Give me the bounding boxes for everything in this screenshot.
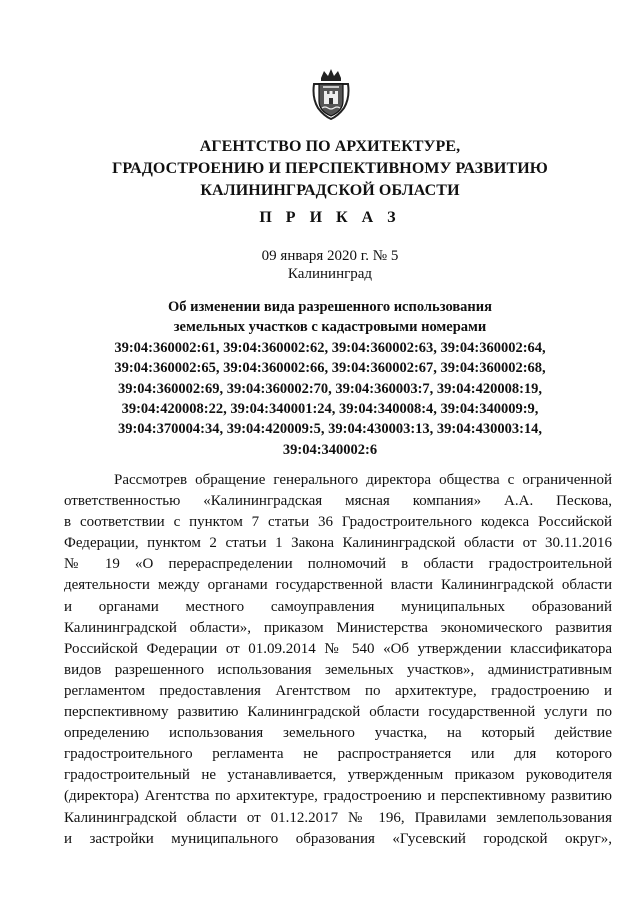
body-line: и застройки муниципального образования «Гусевский городской округ», xyxy=(64,830,612,847)
agency-line-2: ГРАДОСТРОЕНИЮ И ПЕРСПЕКТИВНОМУ РАЗВИТИЮ xyxy=(112,160,548,177)
document-type: П Р И К А З xyxy=(259,209,401,226)
body-line: градостроительного регламента не распространяется или для которого xyxy=(64,746,612,763)
body-line: Федерации, пунктом 2 статьи 1 Закона Калининградской области от 30.11.2016 xyxy=(64,535,612,552)
body-line: и органами местного самоуправления муниципальных образований xyxy=(64,598,612,615)
body-line: Российской Федерации от 01.09.2014 № 540 «Об утверждении классификатора xyxy=(64,640,612,657)
coat-of-arms-icon xyxy=(310,68,352,120)
subject-line: 39:04:360002:69, 39:04:360002:70, 39:04:360003:7, 39:04:420008:19, xyxy=(117,380,543,397)
body-line: Рассмотрев обращение генерального директора общества с ограниченной xyxy=(114,472,612,488)
agency-line-1: АГЕНТСТВО ПО АРХИТЕКТУРЕ, xyxy=(199,138,461,155)
body-paragraph xyxy=(64,470,612,850)
date-and-place xyxy=(60,247,600,283)
body-line: перспективному развитию Калининградской области государственной услуги по xyxy=(64,704,612,721)
body-line: (директора) Агентства по архитектуре, градостроению и перспективному развитию xyxy=(64,788,612,805)
agency-line-3: КАЛИНИНГРАДСКОЙ ОБЛАСТИ xyxy=(200,182,460,199)
subject-line: земельных участков с кадастровыми номерами xyxy=(173,319,487,336)
subject-line: 39:04:340002:6 xyxy=(282,441,378,458)
subject-line: 39:04:360002:61, 39:04:360002:62, 39:04:360002:63, 39:04:360002:64, xyxy=(114,339,546,356)
subject-line: 39:04:420008:22, 39:04:340001:24, 39:04:340008:4, 39:04:340009:9, xyxy=(121,401,539,418)
date-number: 09 января 2020 г. № 5 xyxy=(261,248,399,264)
agency-name xyxy=(60,136,600,202)
body-line: определению использования земельного участка, на который действие xyxy=(64,725,612,742)
subject-line: Об изменении вида разрешенного использования xyxy=(168,299,492,315)
body-line: градостроительный не устанавливается, утвержденным приказом руководителя xyxy=(64,767,612,784)
subject-line: 39:04:360002:65, 39:04:360002:66, 39:04:360002:67, 39:04:360002:68, xyxy=(114,360,546,377)
subject-line: 39:04:370004:34, 39:04:420009:5, 39:04:430003:13, 39:04:430003:14, xyxy=(117,421,543,438)
body-line: Калининградской области», приказом Министерства экономического развития xyxy=(64,619,612,636)
body-line: № 19 «О перераспределении полномочий в области градостроительной xyxy=(64,556,612,573)
order-subject xyxy=(60,297,600,460)
body-line: деятельности между органами государственной власти Калининградской области xyxy=(64,577,612,594)
city: Калининград xyxy=(287,266,373,282)
body-line: регламентом предоставления Агентством по архитектуре, градостроению и xyxy=(64,682,612,699)
body-line: ответственностью «Калининградская мясная компания» А.А. Пескова, xyxy=(64,493,612,510)
body-line: видов разрешенного использования земельных участков», административным xyxy=(64,661,612,678)
body-line: в соответствии с пунктом 7 статьи 36 Градостроительного кодекса Российской xyxy=(64,514,612,531)
body-line: Калининградской области от 01.12.2017 № 196, Правилами землепользования xyxy=(64,809,612,826)
